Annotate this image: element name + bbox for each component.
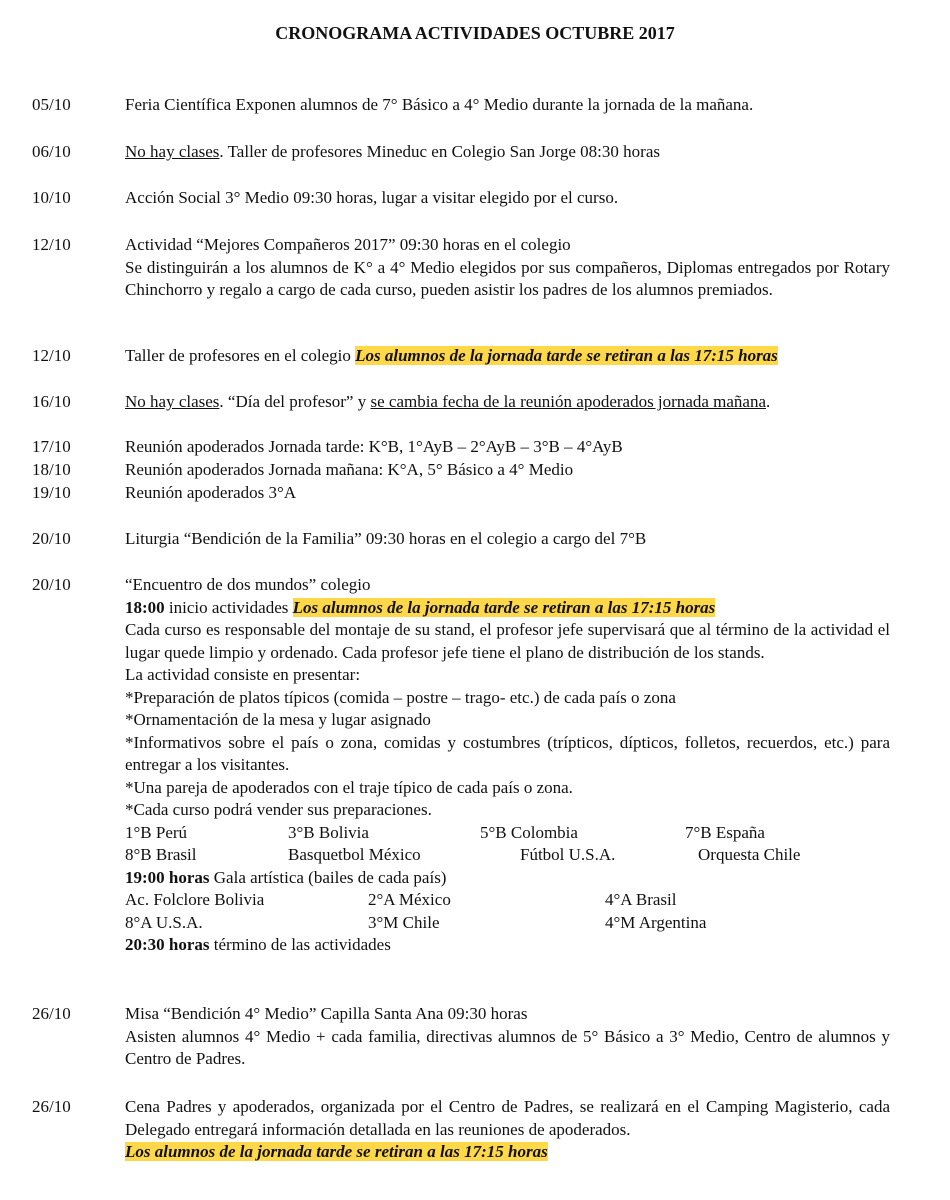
event-heading: “Encuentro de dos mundos” colegio	[125, 575, 371, 594]
time-label: 18:00	[125, 597, 165, 617]
time-text: inicio actividades	[164, 597, 293, 617]
grid-cell: 2°A México	[368, 890, 451, 909]
event-heading: Misa “Bendición 4° Medio” Capilla Santa Ana 09:30 horas	[125, 1004, 528, 1023]
list-item: *Informativos sobre el país o zona, comidas y costumbres (trípticos, dípticos, folletos, recuerdos, etc.) para entregar a los visitantes.	[125, 732, 890, 774]
underlined-text: No hay clases	[125, 392, 220, 411]
event-block	[125, 1003, 890, 1071]
grid-cell: Orquesta Chile	[698, 845, 801, 864]
event-date: 20/10	[32, 529, 71, 548]
list-intro: La actividad consiste en presentar:	[125, 665, 361, 684]
event-date: 19/10	[32, 483, 71, 502]
event-date: 06/10	[32, 142, 71, 161]
grid-cell: 3°M Chile	[368, 912, 440, 932]
event-date: 10/10	[32, 188, 71, 207]
event-text	[125, 345, 890, 368]
event-date: 17/10	[32, 437, 71, 456]
highlighted-notice: Los alumnos de la jornada tarde se retiran a las 17:15 horas	[292, 597, 716, 617]
highlighted-notice: Los alumnos de la jornada tarde se retiran a las 17:15 horas	[125, 1142, 548, 1161]
event-date: 20/10	[32, 575, 71, 594]
event-block	[125, 234, 890, 302]
event-description: Cada curso es responsable del montaje de su stand, el profesor jefe supervisará que al término de la actividad el lugar quede limpio y ordenado. Cada profesor jefe tiene el plano de distribución de los stands.	[125, 620, 890, 662]
grid-cell: 4°M Argentina	[605, 912, 707, 932]
event-block	[125, 574, 890, 957]
list-item: *Una pareja de apoderados con el traje típico de cada país o zona.	[125, 777, 573, 797]
event-date: 12/10	[32, 346, 71, 365]
event-text: Liturgia “Bendición de la Familia” 09:30 horas en el colegio a cargo del 7°B	[125, 529, 647, 548]
time-label: 19:00 horas	[125, 867, 210, 887]
grid-cell: 5°B Colombia	[480, 822, 578, 842]
time-text: término de las actividades	[209, 935, 391, 954]
grid-cell: Basquetbol México	[288, 845, 421, 864]
event-text: Reunión apoderados Jornada tarde: K°B, 1°AyB – 2°AyB – 3°B – 4°AyB	[125, 437, 623, 456]
country-grid-row	[125, 844, 890, 867]
dance-grid-row	[125, 889, 890, 912]
event-text: Acción Social 3° Medio 09:30 horas, lugar a visitar elegido por el curso.	[125, 188, 619, 207]
event-date: 05/10	[32, 95, 71, 114]
time-text: Gala artística (bailes de cada país)	[209, 867, 447, 887]
event-date: 18/10	[32, 460, 71, 479]
list-item: *Ornamentación de la mesa y lugar asignado	[125, 710, 431, 729]
list-item: *Cada curso podrá vender sus preparaciones.	[125, 800, 432, 819]
grid-cell: 8°A U.S.A.	[125, 912, 203, 932]
event-text	[125, 391, 890, 414]
dance-grid-row	[125, 912, 890, 935]
schedule-line	[125, 867, 890, 890]
event-text-end: .	[766, 392, 771, 411]
time-label: 20:30 horas	[125, 935, 210, 954]
grid-cell: Ac. Folclore Bolivia	[125, 890, 265, 909]
event-date: 16/10	[32, 392, 71, 411]
grid-cell: 8°B Brasil	[125, 845, 197, 864]
event-description: Cena Padres y apoderados, organizada por el Centro de Padres, se realizará en el Camping Magisterio, cada Delegado entregará información detallada en las reuniones de apoderados.	[125, 1097, 890, 1139]
schedule-line	[125, 934, 890, 957]
event-text-rest: . Taller de profesores Mineduc en Colegio San Jorge 08:30 horas	[219, 142, 660, 161]
list-item: *Preparación de platos típicos (comida – postre – trago- etc.) de cada país o zona	[125, 687, 676, 707]
grid-cell: 7°B España	[685, 822, 765, 842]
event-block	[125, 1096, 890, 1164]
event-date: 12/10	[32, 235, 71, 254]
event-description: Asisten alumnos 4° Medio + cada familia, directivas alumnos de 5° Básico a 3° Medio, Centro de alumnos y Centro de Padres.	[125, 1026, 890, 1068]
underlined-text: No hay clases	[125, 142, 220, 161]
underlined-text: se cambia fecha de la reunión apoderados jornada mañana	[370, 392, 767, 411]
event-text: Feria Científica Exponen alumnos de 7° Básico a 4° Medio durante la jornada de la mañana.	[125, 95, 754, 114]
schedule-line	[125, 597, 890, 620]
event-date: 26/10	[32, 1004, 71, 1023]
grid-cell: 3°B Bolivia	[288, 822, 369, 842]
grid-cell: 4°A Brasil	[605, 890, 677, 909]
event-date: 26/10	[32, 1097, 71, 1116]
event-heading: Actividad “Mejores Compañeros 2017” 09:30 horas en el colegio	[125, 235, 571, 254]
country-grid-row	[125, 822, 890, 845]
event-text	[125, 141, 890, 164]
event-text: Reunión apoderados Jornada mañana: K°A, 5° Básico a 4° Medio	[125, 460, 574, 479]
event-text-mid: . “Día del profesor” y	[219, 392, 371, 411]
event-description: Se distinguirán a los alumnos de K° a 4° Medio elegidos por sus compañeros, Diplomas entregados por Rotary Chinchorro y regalo a cargo de cada curso, pueden asistir los padres de los alumnos premiados.	[125, 257, 890, 299]
event-text-lead: Taller de profesores en el colegio	[125, 346, 356, 365]
grid-cell: 1°B Perú	[125, 822, 188, 842]
grid-cell: Fútbol U.S.A.	[520, 845, 616, 864]
event-text: Reunión apoderados 3°A	[125, 483, 297, 502]
highlighted-notice: Los alumnos de la jornada tarde se retiran a las 17:15 horas	[355, 346, 778, 365]
document-title: CRONOGRAMA ACTIVIDADES OCTUBRE 2017	[275, 23, 675, 43]
